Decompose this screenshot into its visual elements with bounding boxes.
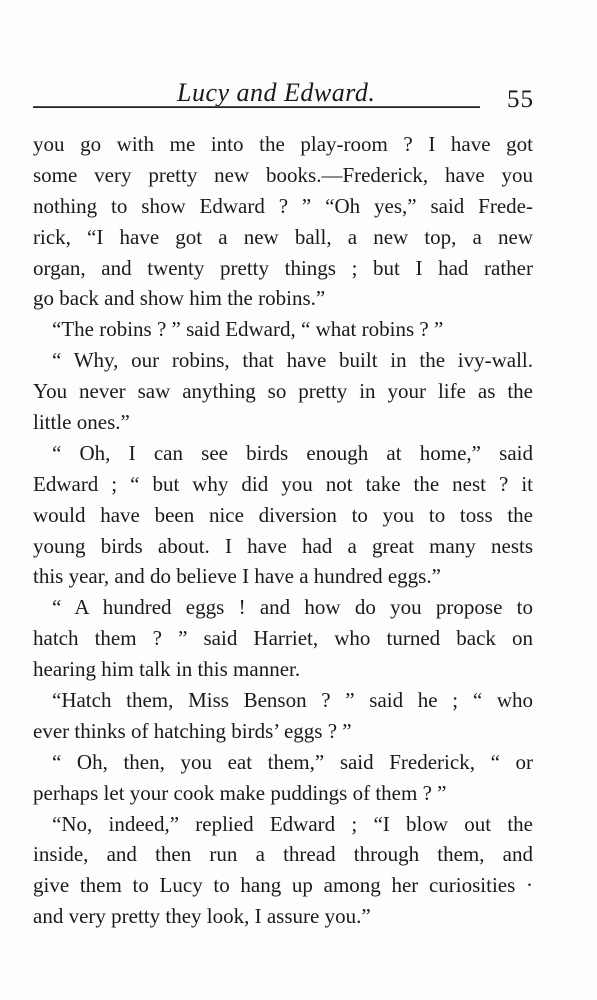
text-line: “Hatch them, Miss Benson ? ” said he ; “ who — [52, 688, 533, 713]
text-line: “The robins ? ” said Edward, “ what robins ? ” — [52, 317, 444, 342]
header-rule — [33, 106, 480, 108]
text-line: this year, and do believe I have a hundred eggs.” — [33, 564, 441, 589]
text-line: go back and show him the robins.” — [33, 286, 326, 311]
text-line: “ Why, our robins, that have built in the ivy-wall. — [52, 348, 533, 373]
text-line: “ Oh, then, you eat them,” said Frederick, “ or — [52, 749, 533, 774]
body-text — [33, 129, 533, 932]
text-line: “No, indeed,” replied Edward ; “I blow out the — [52, 811, 533, 836]
text-line: some very pretty new books.—Frederick, have you — [33, 162, 533, 187]
text-line: hearing him talk in this manner. — [33, 657, 301, 682]
text-line: perhaps let your cook make puddings of them ? ” — [33, 780, 447, 805]
text-line: hatch them ? ” said Harriet, who turned back on — [33, 626, 533, 651]
text-line: You never saw anything so pretty in your life as the — [33, 379, 533, 404]
text-line: nothing to show Edward ? ” “Oh yes,” said Frede- — [33, 193, 533, 218]
text-line: organ, and twenty pretty things ; but I had rather — [33, 255, 533, 280]
text-line: young birds about. I have had a great many nests — [33, 533, 533, 558]
text-line: rick, “I have got a new ball, a new top, a new — [33, 224, 533, 249]
text-line: Edward ; “ but why did you not take the nest ? it — [33, 471, 533, 496]
text-line: “ Oh, I can see birds enough at home,” said — [52, 440, 533, 465]
text-line: would have been nice diversion to you to toss the — [33, 502, 533, 527]
running-title: Lucy and Edward. — [177, 78, 376, 107]
text-line: ever thinks of hatching birds’ eggs ? ” — [33, 718, 352, 743]
page-number: 55 — [507, 86, 534, 113]
text-line: you go with me into the play-room ? I have got — [33, 132, 533, 156]
text-line: little ones.” — [33, 410, 130, 435]
text-line: and very pretty they look, I assure you.” — [33, 904, 371, 929]
text-line: inside, and then run a thread through them, and — [33, 842, 533, 867]
text-line: “ A hundred eggs ! and how do you propose to — [52, 595, 533, 620]
text-line: give them to Lucy to hang up among her curiosities · — [33, 873, 533, 898]
